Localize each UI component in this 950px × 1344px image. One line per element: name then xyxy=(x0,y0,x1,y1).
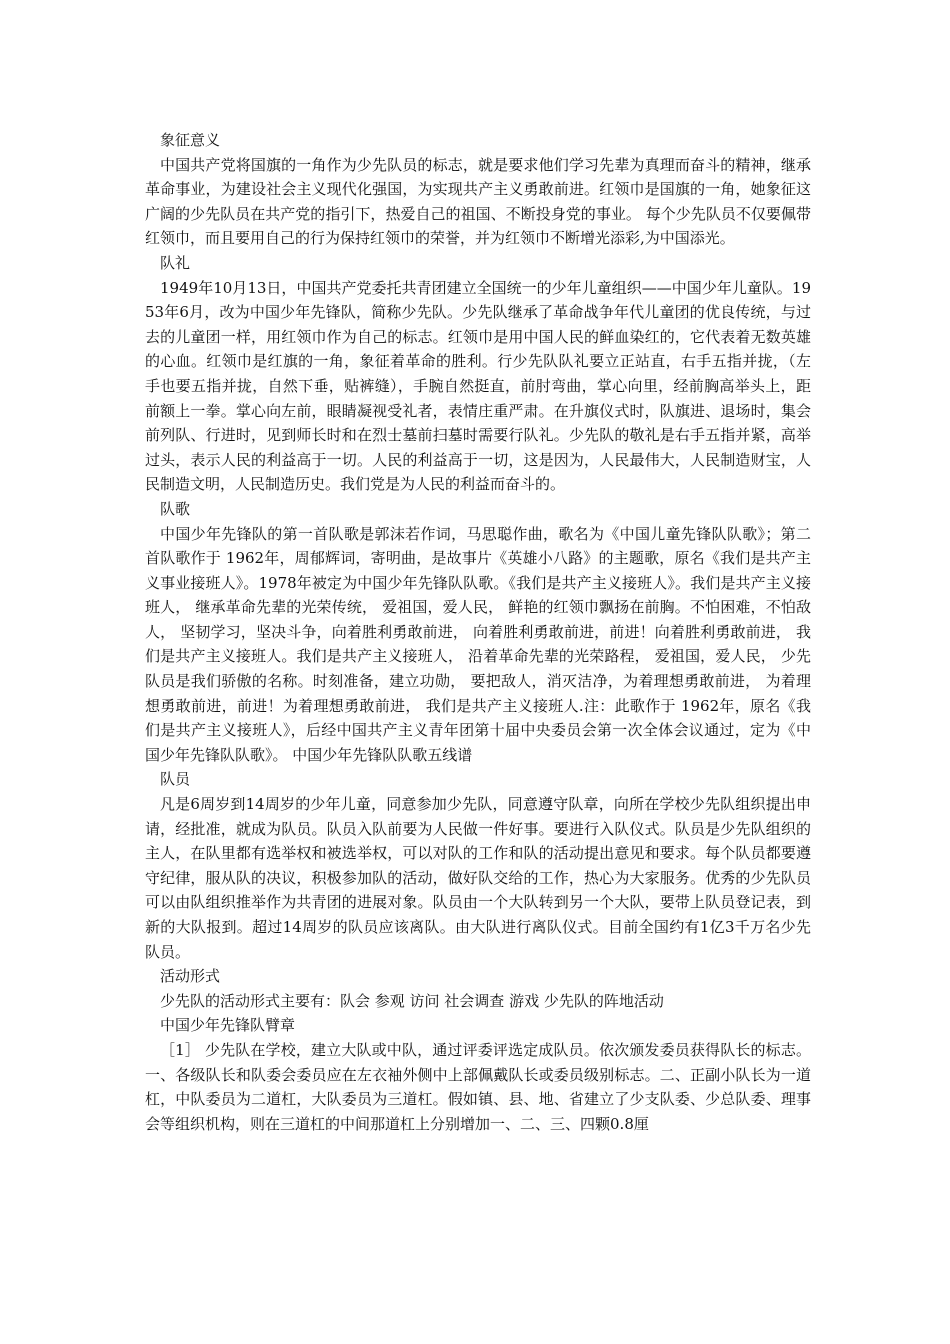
section-heading-anthem: 队歌 xyxy=(160,499,191,518)
section-body-members: 凡是6周岁到14周岁的少年儿童，同意参加少先队，同意遵守队章，向所在学校少先队组织提出申请，经批准，就成为队员。队员入队前要为人民做一件好事。要进行入队仪式。队员是少先队组织的主人，在队里都有选举权和被选举权，可以对队的工作和队的活动提出意见和要求。每个队员都要遵守纪律，服从队的决议，积极参加队的活动，做好队交给的工作，热心为大家服务。优秀的少先队员可以由队组织推举作为共青团的进展对象。队员由一个大队转到另一个大队，要带上队员登记表，到新的大队报到。超过14周岁的队员应该离队。由大队进行离队仪式。目前全国约有1亿3千万名少先队员。 xyxy=(145,795,811,961)
document-page xyxy=(145,128,811,1136)
section-body-armband: ［1］ 少先队在学校，建立大队或中队，通过评委评选定成队员。依次颁发委员获得队长的标志。一、各级队长和队委会委员应在左衣袖外侧中上部佩戴队长或委员级别标志。二、正副小队长为一道杠，中队委员为二道杠，大队委员为三道杠。假如镇、县、地、省建立了少支队委、少总队委、理事会等组织机构，则在三道杠的中间那道杠上分别增加一、二、三、四颗0.8厘 xyxy=(145,1040,811,1133)
section-heading-activities: 活动形式 xyxy=(160,967,221,986)
section-body-symbolism: 中国共产党将国旗的一角作为少先队员的标志，就是要求他们学习先辈为真理而奋斗的精神，继承革命事业，为建设社会主义现代化强国，为实现共产主义勇敢前进。红领巾是国旗的一角，她象征这广阔的少先队员在共产党的指引下，热爱自己的祖国、不断投身党的事业。 每个少先队员不仅要佩带红领巾，而且要用自己的行为保持红领巾的荣誉，并为红领巾不断增光添彩,为中国添光。 xyxy=(145,155,811,248)
section-heading-symbolism: 象征意义 xyxy=(160,131,221,149)
section-heading-members: 队员 xyxy=(160,770,191,789)
section-body-activities: 少先队的活动形式主要有：队会 参观 访问 社会调查 游戏 少先队的阵地活动 xyxy=(160,991,664,1010)
section-body-anthem: 中国少年先锋队的第一首队歌是郭沫若作词，马思聪作曲，歌名为《中国儿童先锋队队歌》；第二首队歌作于 1962年，周郁辉词，寄明曲，是故事片《英雄小八路》的主题歌，原名《我们是共产主义事业接班人》。1978年被定为中国少年先锋队队歌。《我们是共产主义接班人》。我们是共产主义接班人， 继承革命先辈的光荣传统， 爱祖国，爱人民， 鲜艳的红领巾飘扬在前胸。不怕困难，不怕敌人， 坚韧学习，坚决斗争，向着胜利勇敢前进， 向着胜利勇敢前进，前进！向着胜利勇敢前进， 我们是共产主义接班人。我们是共产主义接班人， 沿着革命先辈的光荣路程， 爱祖国，爱人民， 少先队员是我们骄傲的名称。时刻准备，建立功勋， 要把敌人，消灭洁净，为着理想勇敢前进， 为着理想勇敢前进，前进！为着理想勇敢前进， 我们是共产主义接班人.注：此歌作于 1962年，原名《我们是共产主义接班人》，后经中国共产主义青年团第十届中央委员会第一次全体会议通过，定为《中国少年先锋队队歌》。 中国少年先锋队队歌五线谱 xyxy=(145,524,811,764)
section-heading-armband: 中国少年先锋队臂章 xyxy=(160,1016,296,1035)
section-heading-salute: 队礼 xyxy=(160,253,191,272)
section-body-salute: 1949年10月13日，中国共产党委托共青团建立全国统一的少年儿童组织——中国少年儿童队。1953年6月，改为中国少年先锋队，简称少先队。少先队继承了革命战争年代儿童团的优良传统，与过去的儿童团一样，用红领巾作为自己的标志。红领巾是用中国人民的鲜血染红的，它代表着无数英雄的心血。红领巾是红旗的一角，象征着革命的胜利。行少先队队礼要立正站直，右手五指并拢，（左手也要五指并拢，自然下垂，贴裤缝），手腕自然挺直，前肘弯曲，掌心向里，经前胸高举头上，距前额上一拳。掌心向左前，眼睛凝视受礼者，表情庄重严肃。在升旗仪式时，队旗进、退场时，集会前列队、行进时，见到师长时和在烈士墓前扫墓时需要行队礼。少先队的敬礼是右手五指并紧，高举过头，表示人民的利益高于一切。人民的利益高于一切，这是因为，人民最伟大，人民制造财宝，人民制造文明，人民制造历史。我们党是为人民的利益而奋斗的。 xyxy=(145,278,811,494)
